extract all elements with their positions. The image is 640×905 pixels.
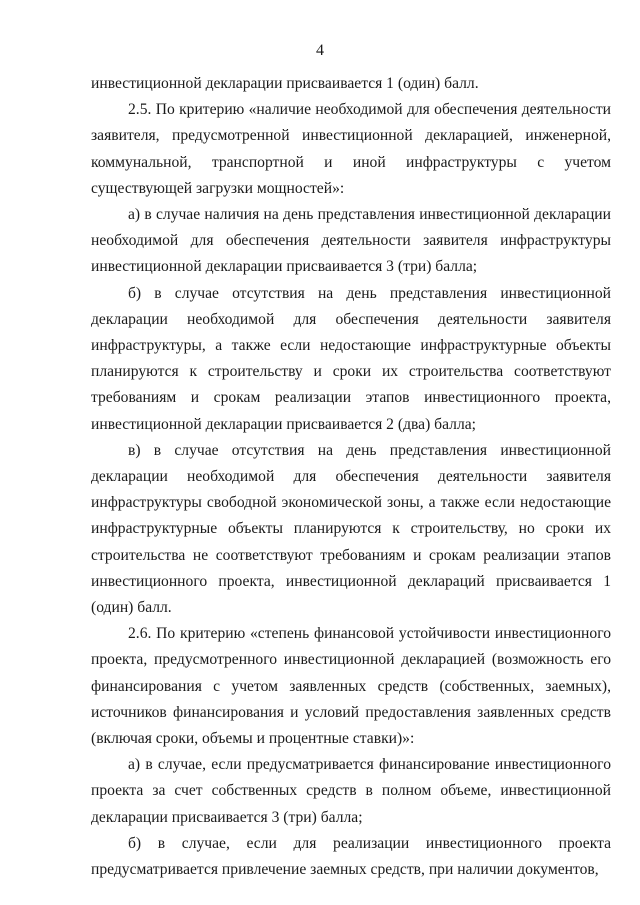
paragraph-criterion-2-6: 2.6. По критерию «степень финансовой устойчивости инвестиционного проекта, предусмотренного инвестиционной декларацией (возможность его финансирования с учетом заявленных средств (собственных, заемных), источников финансирования и условий предоставления заявленных средств (включая сроки, объемы и процентные ставки)»: [91, 625, 611, 748]
paragraph-criterion-2-5: 2.5. По критерию «наличие необходимой для обеспечения деятельности заявителя, предусмотренной инвестиционной декларацией, инженерной, коммунальной, транспортной и иной инфраструктуры с учетом существующей загрузки мощностей»: [91, 101, 611, 197]
page-number: 4 [316, 42, 324, 59]
paragraph-2-5-b: б) в случае отсутствия на день представления инвестиционной декларации необходимой для обеспечения деятельности заявителя инфраструктуры, а также если недостающие инфраструктурные объекты планируются к строительству и сроки их строительства соответствуют требованиям и срокам реализации этапов инвестиционного проекта, инвестиционной декларации присваивается 2 (два) балла; [91, 284, 611, 433]
paragraph-2-5-a: а) в случае наличия на день представления инвестиционной декларации необходимой для обеспечения деятельности заявителя инфраструктуры инвестиционной декларации присваивается 3 (три) балла; [91, 206, 611, 276]
document-body [91, 71, 611, 883]
paragraph-2-6-a: а) в случае, если предусматривается финансирование инвестиционного проекта за счет собственных средств в полном объеме, инвестиционной декларации присваивается 3 (три) балла; [91, 756, 611, 826]
paragraph-2-5-v: в) в случае отсутствия на день представления инвестиционной декларации необходимой для обеспечения деятельности заявителя инфраструктуры свободной экономической зоны, а также если недостающие инфраструктурные объекты планируются к строительству, но сроки их строительства не соответствуют требованиям и срокам реализации этапов инвестиционного проекта, инвестиционной деклараций присваивается 1 (один) балл. [91, 441, 611, 617]
paragraph-continuation: инвестиционной декларации присваивается 1 (один) балл. [91, 75, 479, 92]
paragraph-2-6-b: б) в случае, если для реализации инвестиционного проекта предусматривается привлечение заемных средств, при наличии документов, [91, 834, 611, 879]
